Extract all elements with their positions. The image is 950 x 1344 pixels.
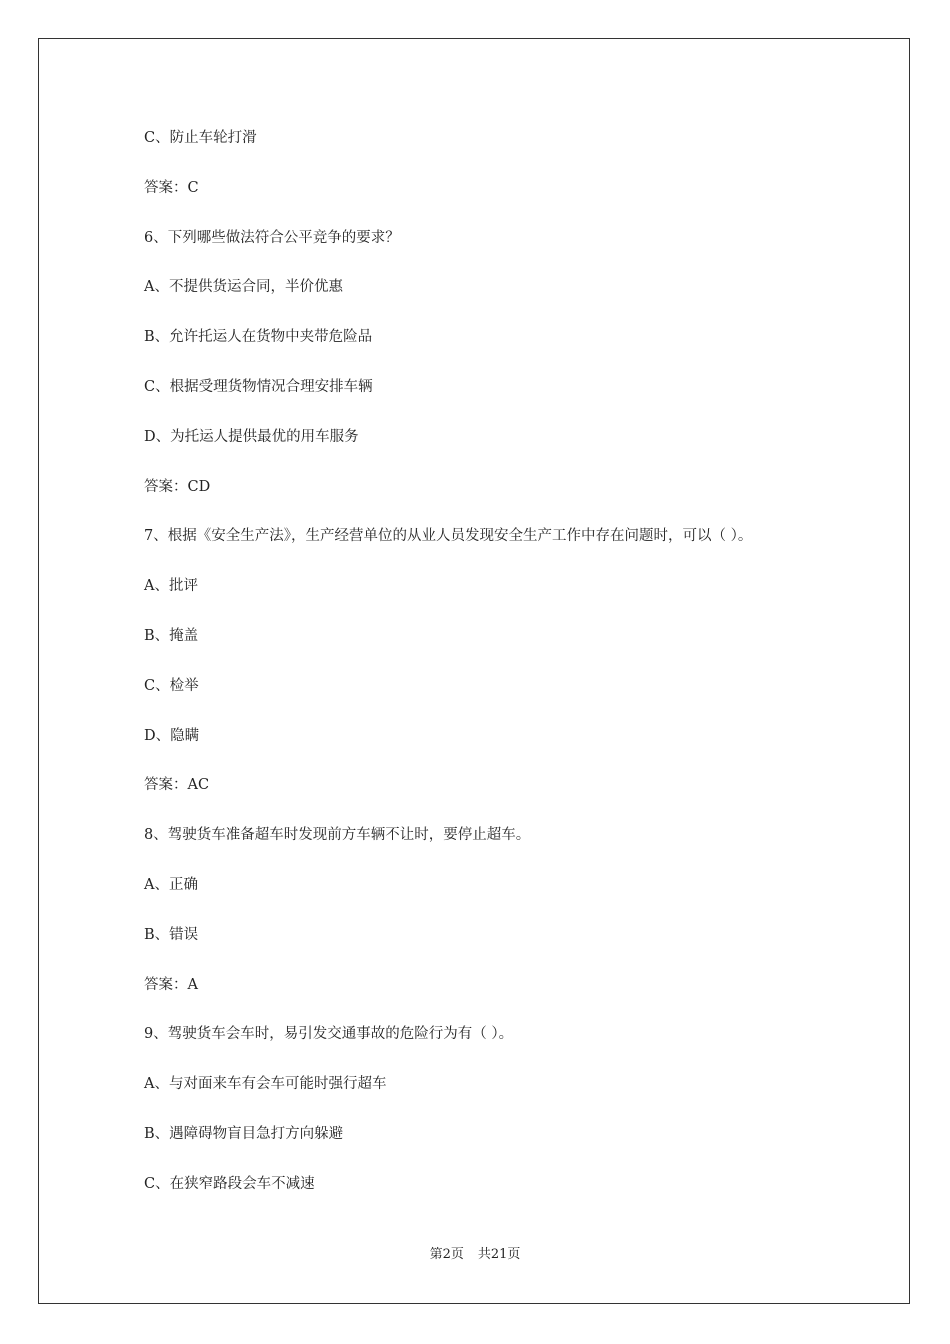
option-text: D、隐瞒 bbox=[144, 727, 200, 744]
answer-text: 答案：AC bbox=[144, 777, 210, 794]
option-text: B、掩盖 bbox=[144, 627, 199, 644]
document-content bbox=[144, 126, 864, 1222]
option-text: C、在狭窄路段会车不减速 bbox=[144, 1175, 315, 1192]
question-text: 7、根据《安全生产法》，生产经营单位的从业人员发现安全生产工作中存在问题时，可以（ ）。 bbox=[144, 528, 753, 545]
answer-text: 答案：CD bbox=[144, 478, 211, 495]
option-text: D、为托运人提供最优的用车服务 bbox=[144, 428, 359, 445]
option-text: B、遇障碍物盲目急打方向躲避 bbox=[144, 1125, 344, 1142]
option-text: A、不提供货运合同，半价优惠 bbox=[144, 279, 343, 296]
page-footer bbox=[0, 1245, 950, 1265]
option-text: B、允许托运人在货物中夹带危险品 bbox=[144, 329, 373, 346]
option-text: A、批评 bbox=[144, 578, 198, 595]
option-text: C、根据受理货物情况合理安排车辆 bbox=[144, 378, 373, 395]
page-number: 第2页 bbox=[429, 1247, 464, 1262]
option-text: C、检举 bbox=[144, 677, 199, 694]
question-text: 6、下列哪些做法符合公平竞争的要求？ bbox=[144, 229, 400, 246]
option-text: C、防止车轮打滑 bbox=[144, 130, 257, 146]
option-text: A、与对面来车有会车可能时强行超车 bbox=[144, 1076, 387, 1093]
answer-text: 答案：A bbox=[144, 976, 198, 993]
option-text: B、错误 bbox=[144, 926, 199, 943]
page-total: 共21页 bbox=[477, 1247, 521, 1262]
answer-text: 答案：C bbox=[144, 179, 199, 196]
question-text: 8、驾驶货车准备超车时发现前方车辆不让时，要停止超车。 bbox=[144, 827, 531, 844]
question-text: 9、驾驶货车会车时，易引发交通事故的危险行为有（ ）。 bbox=[144, 1026, 514, 1043]
option-text: A、正确 bbox=[144, 876, 198, 893]
